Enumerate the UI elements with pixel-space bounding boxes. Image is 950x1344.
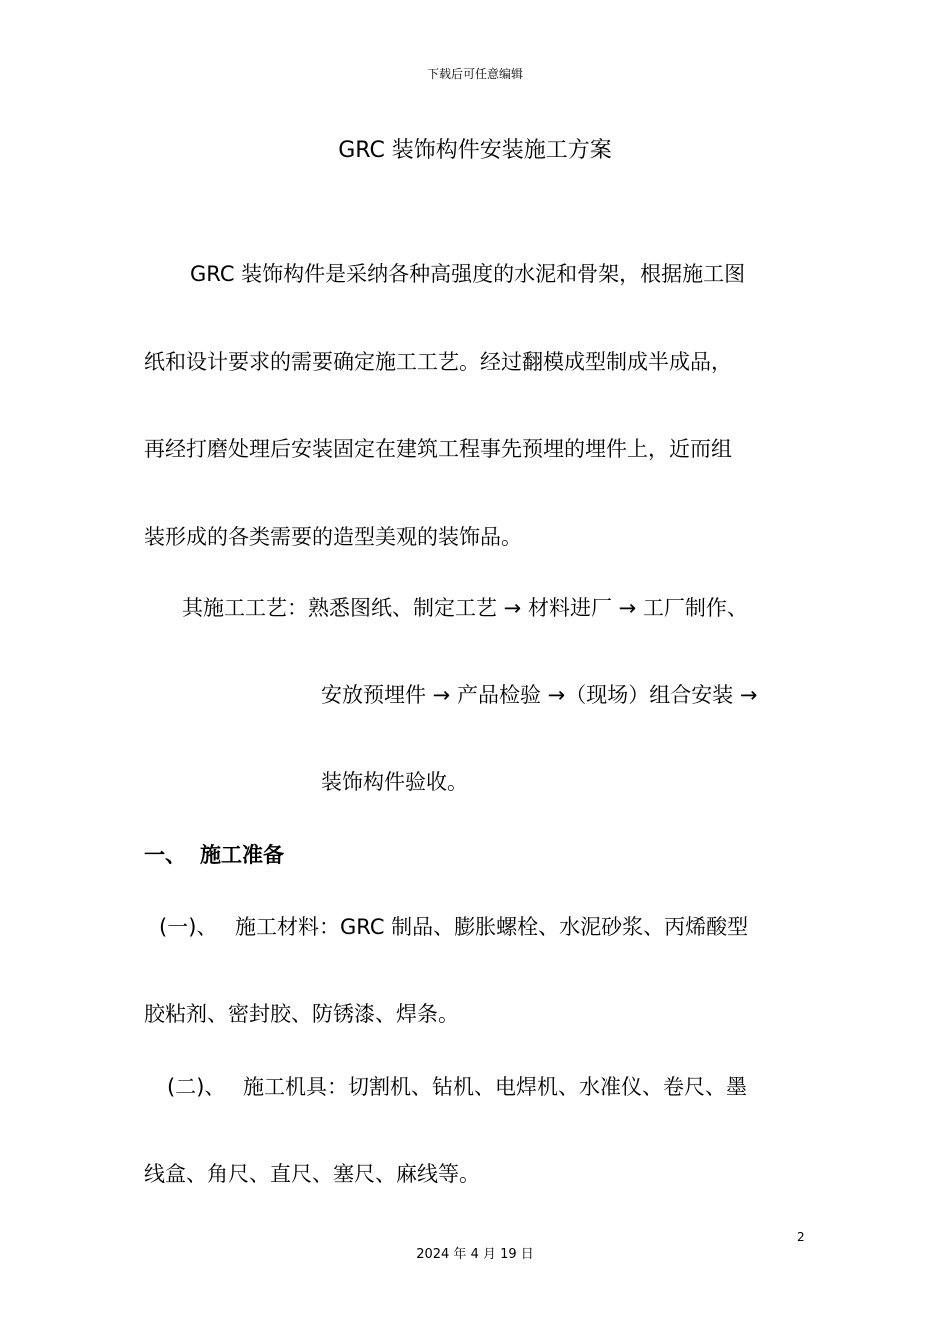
header-note: 下载后可任意编辑	[426, 67, 523, 81]
list-item-number: (二)、	[167, 1075, 226, 1099]
list-item-text: 施工材料：GRC 制品、膨胀螺栓、水泥砂浆、丙烯酸型	[235, 915, 749, 939]
list-item-text: 线盒、角尺、直尺、塞尺、麻线等。	[144, 1162, 480, 1186]
process-line: 装饰构件验收。	[321, 770, 468, 794]
intro-line: GRC 装饰构件是采纳各种高强度的水泥和骨架，根据施工图	[190, 262, 746, 286]
intro-line: 纸和设计要求的需要确定施工工艺。经过翻模成型制成半成品，	[144, 350, 732, 374]
list-item-number: (一)、	[159, 915, 218, 939]
list-item-text: 施工机具：切割机、钻机、电焊机、水准仪、卷尺、墨	[243, 1075, 747, 1099]
footer-date: 2024 年 4 月 19 日	[416, 1247, 534, 1262]
section-title: 施工准备	[200, 843, 284, 867]
intro-line: 装形成的各类需要的造型美观的装饰品。	[144, 525, 522, 549]
process-line: 其施工工艺：熟悉图纸、制定工艺 → 材料进厂 → 工厂制作、	[182, 596, 748, 620]
process-line: 安放预埋件 → 产品检验 →（现场）组合安装 →	[321, 683, 758, 707]
intro-line: 再经打磨处理后安装固定在建筑工程事先预埋的埋件上，近而组	[144, 437, 732, 461]
page-number: 2	[797, 1230, 805, 1244]
list-item-text: 胶粘剂、密封胶、防锈漆、焊条。	[144, 1002, 459, 1026]
document-title: GRC 装饰构件安装施工方案	[338, 138, 612, 163]
section-number: 一、	[144, 843, 186, 867]
